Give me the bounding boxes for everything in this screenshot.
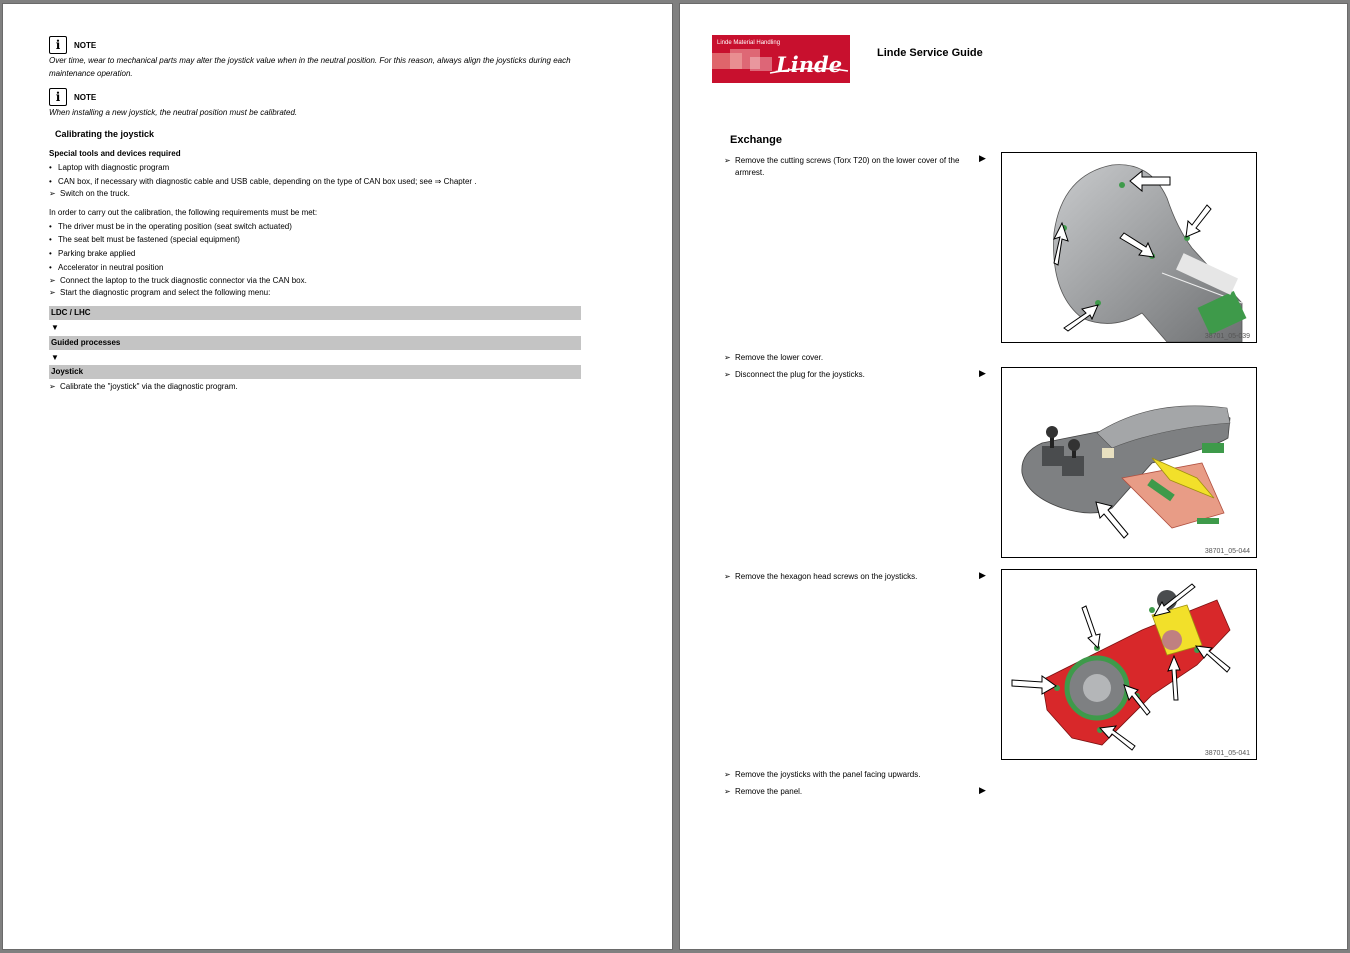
step-marker: ➢ [724, 770, 731, 779]
step-text: Switch on the truck. [60, 189, 130, 198]
logo-brand: Linde [776, 52, 843, 77]
logo-tagline: Linde Material Handling [717, 40, 781, 46]
step-marker: ➢ [724, 353, 731, 362]
right-page [679, 3, 1348, 950]
requirements-intro: In order to carry out the calibration, the following requirements must be met: [49, 208, 318, 217]
tools-heading: Special tools and devices required [49, 149, 181, 158]
menu-item-ldc-lhc: LDC / LHC [49, 306, 581, 320]
arrow-down-icon: ▼ [51, 323, 59, 332]
figure-joystick-plug [1001, 367, 1257, 558]
step-text: Disconnect the plug for the joysticks. [735, 370, 865, 379]
play-icon: ▶ [979, 153, 986, 163]
figure-joystick-screws [1001, 569, 1257, 760]
step-marker: ➢ [49, 276, 56, 285]
joystick-screws-illustration [1002, 570, 1256, 759]
left-page [2, 3, 673, 950]
joystick-plug-illustration [1002, 368, 1256, 557]
figure-caption: 38701_05-044 [1204, 548, 1250, 555]
list-item: • [49, 249, 52, 258]
list-item-text: The seat belt must be fastened (special equipment) [58, 235, 240, 244]
play-icon: ▶ [979, 570, 986, 580]
list-item: • [49, 222, 52, 231]
info-icon: i [49, 36, 67, 54]
list-item-text: The driver must be in the operating position (seat switch actuated) [58, 222, 292, 231]
step-text: armrest. [735, 168, 765, 177]
step-text: Remove the joysticks with the panel facing upwards. [735, 770, 921, 779]
info-icon: i [49, 88, 67, 106]
step-text: Remove the lower cover. [735, 353, 824, 362]
list-item: • [49, 235, 52, 244]
note-text: When installing a new joystick, the neutral position must be calibrated. [49, 108, 298, 117]
linde-logo [712, 35, 850, 83]
section-title: Calibrating the joystick [55, 129, 155, 139]
list-item: • [49, 177, 52, 186]
figure-caption: 38701_05-041 [1204, 750, 1250, 757]
step-marker: ➢ [724, 787, 731, 796]
list-item-text: Laptop with diagnostic program [58, 163, 170, 172]
step-marker: ➢ [724, 572, 731, 581]
chapter-link[interactable]: CAN box, if necessary with diagnostic cable and USB cable, depending on the type of CAN box used; see ⇒ Chapter . [58, 177, 477, 186]
note-label: NOTE [74, 93, 97, 102]
play-icon: ▶ [979, 785, 986, 795]
figure-armrest-cover [1001, 152, 1257, 343]
note-text: Over time, wear to mechanical parts may alter the joystick value when in the neutral position. For this reason, always align the joysticks during each [49, 56, 571, 65]
menu-item-joystick: Joystick [49, 365, 581, 379]
menu-item-guided-processes: Guided processes [49, 336, 581, 350]
armrest-illustration [1002, 153, 1256, 342]
step-marker: ➢ [724, 370, 731, 379]
section-title: Exchange [730, 134, 782, 146]
step-text: Connect the laptop to the truck diagnostic connector via the CAN box. [60, 276, 307, 285]
step-text: Start the diagnostic program and select the following menu: [60, 288, 271, 297]
step-text: Calibrate the "joystick" via the diagnostic program. [60, 382, 238, 391]
list-item: • [49, 163, 52, 172]
step-text: Remove the cutting screws (Torx T20) on the lower cover of the [735, 156, 960, 165]
step-text: Remove the panel. [735, 787, 803, 796]
note-text: maintenance operation. [49, 69, 133, 78]
list-item-text: Accelerator in neutral position [58, 263, 164, 272]
header-title: Linde Service Guide [877, 47, 983, 59]
figure-caption: 38701_05-039 [1204, 333, 1250, 340]
arrow-down-icon: ▼ [51, 353, 59, 362]
step-marker: ➢ [724, 156, 731, 165]
step-marker: ➢ [49, 189, 56, 198]
note-label: NOTE [74, 41, 97, 50]
list-item: • [49, 263, 52, 272]
step-text: Remove the hexagon head screws on the joysticks. [735, 572, 918, 581]
play-icon: ▶ [979, 368, 986, 378]
step-marker: ➢ [49, 382, 56, 391]
list-item-text: Parking brake applied [58, 249, 136, 258]
step-marker: ➢ [49, 288, 56, 297]
